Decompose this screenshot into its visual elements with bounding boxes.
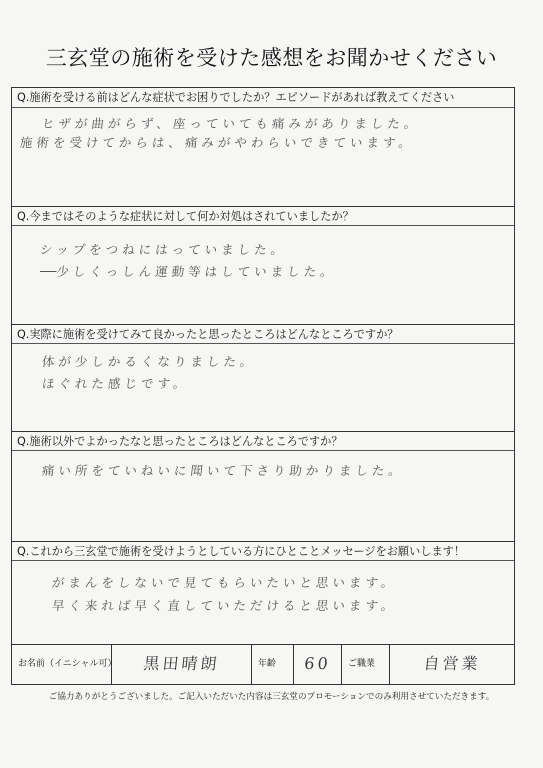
question-label: Q.施術以外でよかったなと思ったところはどんなところですか？ <box>12 431 514 451</box>
question-section-3 <box>12 324 514 431</box>
name-value-cell <box>112 645 252 684</box>
handwritten-answer-line: 痛い所をていねいに聞いて下さり助かりました。 <box>41 463 406 478</box>
handwritten-answer-line: 施術を受けてからは、痛みがやわらいできています。 <box>19 135 416 150</box>
age-value-cell <box>294 645 342 684</box>
handwritten-answer-line: がまんをしないで見てもらいたいと思います。 <box>51 575 399 590</box>
job-label: ご職業 <box>348 659 376 669</box>
age-label-cell <box>252 645 294 684</box>
handwritten-answer-text: 少しくっしん運動等はしていました。 <box>55 264 338 279</box>
crossed-out-mark <box>39 264 57 279</box>
handwritten-answer-line <box>39 262 338 280</box>
question-section-2 <box>12 206 514 324</box>
name-label: お名前（イニシャル可） <box>18 659 117 669</box>
question-label: Q.施術を受ける前はどんな症状でお困りでしたか？エピソードがあれば教えてください <box>12 88 514 108</box>
form-title: 三玄堂の施術を受けた感想をお聞かせください <box>45 46 498 70</box>
age-label: 年齢 <box>258 659 277 669</box>
handwritten-answer-line: 体が少しかるくなりました。 <box>41 354 258 369</box>
job-label-cell <box>342 645 390 684</box>
name-label-cell <box>12 645 117 684</box>
question-section-4 <box>12 431 514 541</box>
respondent-info-row <box>12 644 514 684</box>
name-value: 黒田晴朗 <box>142 654 221 673</box>
question-label: Q.これから三玄堂で施術を受けようとしている方にひとことメッセージをお願いします！ <box>12 541 514 561</box>
handwritten-answer-line: ヒザが曲がらず、座っていても痛みがありました。 <box>41 116 422 131</box>
question-section-1 <box>12 88 514 206</box>
handwritten-answer-line: ほぐれた感じです。 <box>41 376 191 391</box>
job-value-cell <box>390 645 514 684</box>
question-section-5 <box>12 541 514 646</box>
handwritten-answer-line: 早く来れば早く直していただけると思います。 <box>51 598 399 613</box>
job-value: 自営業 <box>422 654 482 673</box>
handwritten-answer-line: シップをつねにはっていました。 <box>39 242 289 257</box>
question-label: Q.実際に施術を受けてみて良かったと思ったところはどんなところですか？ <box>12 324 514 344</box>
age-value: 60 <box>303 654 332 673</box>
survey-form <box>11 87 515 685</box>
thank-you-note: ご協力ありがとうございました。ご記入いただいた内容は三玄堂のプロモーションでのみ利用させていただきます。 <box>48 692 495 702</box>
question-label: Q.今まではそのような症状に対して何か対処はされていましたか？ <box>12 206 514 226</box>
